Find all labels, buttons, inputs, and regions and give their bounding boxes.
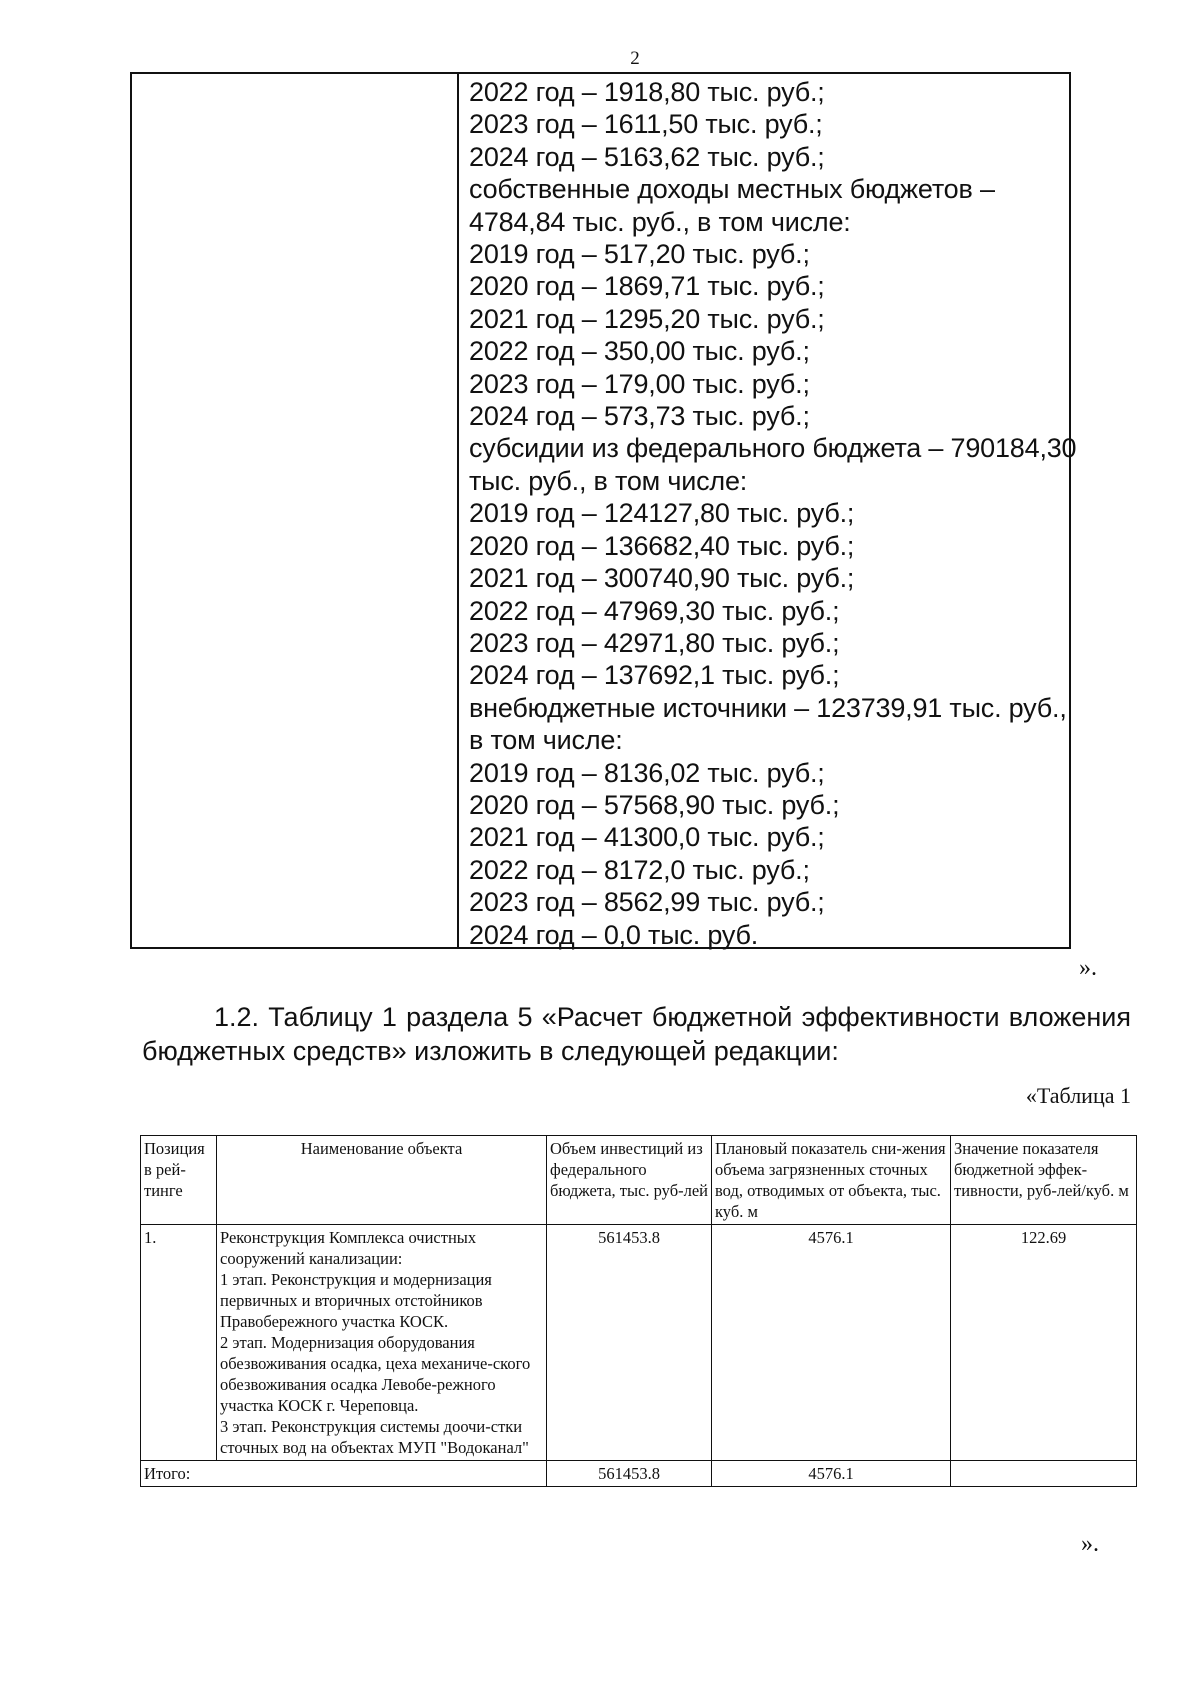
- table-total-row: [141, 1461, 1137, 1487]
- financing-line: 2023 год – 179,00 тыс. руб.;: [469, 368, 810, 399]
- financing-line: 2022 год – 350,00 тыс. руб.;: [469, 336, 810, 367]
- financing-line: 2024 год – 5163,62 тыс. руб.;: [469, 141, 825, 172]
- header-object-name: Наименование объекта: [217, 1136, 547, 1225]
- page-number: 2: [630, 48, 640, 69]
- financing-line: 2022 год – 47969,30 тыс. руб.;: [469, 595, 840, 626]
- financing-line: 2023 год – 1611,50 тыс. руб.;: [469, 109, 823, 140]
- cell-investment: 561453.8: [547, 1225, 712, 1461]
- financing-line: 2023 год – 8562,99 тыс. руб.;: [469, 887, 825, 918]
- cell-efficiency: 122.69: [951, 1225, 1137, 1461]
- total-investment: 561453.8: [547, 1461, 712, 1487]
- financing-line: 2020 год – 57568,90 тыс. руб.;: [469, 789, 840, 820]
- financing-line: 2024 год – 573,73 тыс. руб.;: [469, 401, 810, 432]
- total-reduction: 4576.1: [712, 1461, 951, 1487]
- cell-reduction: 4576.1: [712, 1225, 951, 1461]
- financing-table: [130, 72, 1077, 950]
- financing-line: 2022 год – 1918,80 тыс. руб.;: [469, 77, 825, 107]
- financing-line: внебюджетные источники – 123739,91 тыс. руб.,: [469, 692, 1067, 723]
- financing-line: 4784,84 тыс. руб., в том числе:: [469, 206, 851, 237]
- financing-line: субсидии из федерального бюджета – 790184,30: [469, 433, 1077, 464]
- financing-line: 2021 год – 300740,90 тыс. руб.;: [469, 563, 855, 594]
- table-closing-quote: ».: [1081, 1531, 1099, 1557]
- financing-line: 2021 год – 1295,20 тыс. руб.;: [469, 303, 825, 334]
- financing-line: 2024 год – 0,0 тыс. руб.: [469, 919, 759, 950]
- cell-position: 1.: [141, 1225, 217, 1461]
- efficiency-table: [140, 1135, 1137, 1487]
- header-reduction: Плановый показатель сни-жения объема загрязненных сточных вод, отводимых от объекта, тыс. куб. м: [712, 1136, 951, 1225]
- financing-line: 2020 год – 136682,40 тыс. руб.;: [469, 530, 855, 561]
- table-caption: «Таблица 1: [1025, 1083, 1131, 1108]
- financing-line: 2024 год – 137692,1 тыс. руб.;: [469, 660, 840, 691]
- financing-line: 2019 год – 517,20 тыс. руб.;: [469, 239, 810, 270]
- table-row: [141, 1225, 1137, 1461]
- total-efficiency: [951, 1461, 1137, 1487]
- closing-quote: ».: [1079, 955, 1097, 981]
- header-investment: Объем инвестиций из федерального бюджета, тыс. руб-лей: [547, 1136, 712, 1225]
- header-position: Позиция в рей-тинге: [141, 1136, 217, 1225]
- financing-values-cell: [461, 76, 1077, 951]
- header-efficiency: Значение показателя бюджетной эффек-тивности, руб-лей/куб. м: [951, 1136, 1137, 1225]
- cell-object-name: Реконструкция Комплекса очистных сооружений канализации: 1 этап. Реконструкция и модернизация первичных и вторичных отстойников Правобережного участка КОСК. 2 этап. Модернизация оборудования обезвоживания осадка, цеха механиче-ского обезвоживания осадка Левобе-режного участка КОСК г. Череповца. 3 этап. Реконструкция системы доочи-стки сточных вод на объектах МУП "Водоканал": [217, 1225, 547, 1461]
- financing-line: собственные доходы местных бюджетов –: [469, 174, 995, 205]
- financing-line: 2022 год – 8172,0 тыс. руб.;: [469, 854, 810, 885]
- financing-line: 2021 год – 41300,0 тыс. руб.;: [469, 822, 825, 853]
- financing-line: тыс. руб., в том числе:: [469, 465, 748, 496]
- financing-line: 2020 год – 1869,71 тыс. руб.;: [469, 271, 825, 302]
- financing-line: 2023 год – 42971,80 тыс. руб.;: [469, 627, 840, 658]
- financing-label-cell: [132, 74, 459, 947]
- financing-line: 2019 год – 8136,02 тыс. руб.;: [469, 757, 825, 788]
- financing-line: 2019 год – 124127,80 тыс. руб.;: [469, 498, 855, 529]
- financing-line: в том числе:: [469, 725, 623, 756]
- table-header-row: [141, 1136, 1137, 1225]
- amendment-paragraph: [142, 1000, 1131, 1068]
- total-label: Итого:: [141, 1461, 547, 1487]
- paragraph-text: 1.2. Таблицу 1 раздела 5 «Расчет бюджетной эффективности вложения бюджетных средств» изложить в следующей редакции:: [142, 1002, 1131, 1066]
